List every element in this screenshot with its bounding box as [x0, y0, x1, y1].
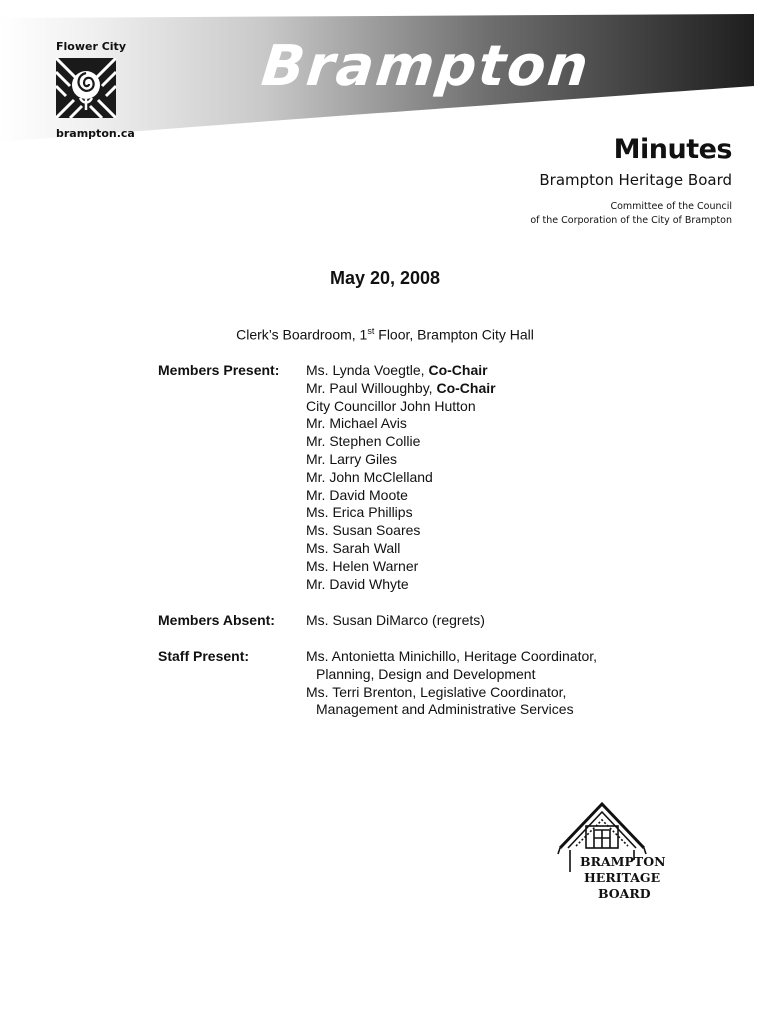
- committee-subtitle-line1: Committee of the Council: [610, 201, 732, 212]
- meeting-date: May 20, 2008: [329, 268, 441, 288]
- flower-logo-icon: [56, 58, 116, 118]
- member-name: City Councillor John Hutton: [306, 397, 476, 414]
- list-item: [306, 558, 496, 576]
- list-item: [306, 540, 496, 558]
- members-absent-label: Members Absent:: [158, 612, 275, 628]
- brand-wordmark: Brampton: [258, 34, 594, 99]
- logo-website: brampton.ca: [56, 127, 135, 140]
- list-item: Ms. Terri Brenton, Legislative Coordinator,: [306, 683, 567, 700]
- member-name: Mr. Paul Willoughby,: [306, 379, 437, 396]
- member-name: Mr. Larry Giles: [306, 450, 398, 467]
- member-name: Ms. Lynda Voegtle,: [306, 362, 429, 378]
- member-name: Mr. David Moote: [306, 486, 408, 503]
- member-name: Mr. David Whyte: [306, 575, 409, 592]
- list-item: Ms. Susan DiMarco (regrets): [306, 612, 485, 628]
- document-type: Minutes: [613, 134, 732, 165]
- list-item: [306, 451, 496, 469]
- list-item: [306, 415, 496, 433]
- list-item: [306, 576, 496, 594]
- members-absent-list: [306, 612, 485, 630]
- list-item: [306, 398, 496, 416]
- list-item: [306, 469, 496, 487]
- members-present-label: Members Present:: [158, 362, 280, 378]
- member-name: Ms. Erica Phillips: [306, 504, 413, 521]
- location-text-post: Floor, Brampton City Hall: [374, 326, 534, 343]
- logo-tagline: Flower City: [56, 40, 126, 53]
- list-item: Management and Administrative Services: [316, 701, 574, 718]
- seal-line3: BOARD: [598, 886, 651, 901]
- list-item: [306, 380, 496, 398]
- seal-line1: BRAMPTON: [580, 854, 666, 869]
- members-present-list: [306, 362, 496, 593]
- list-item: Ms. Antonietta Minichillo, Heritage Coordinator,: [306, 648, 598, 664]
- meeting-location: [0, 326, 770, 343]
- member-role: Co-Chair: [436, 379, 496, 396]
- location-superscript: st: [367, 326, 375, 336]
- list-item: [306, 522, 496, 540]
- list-item: Planning, Design and Development: [316, 665, 536, 682]
- member-name: Mr. John McClelland: [306, 468, 433, 485]
- member-name: Ms. Susan Soares: [306, 522, 421, 539]
- city-logo: [56, 40, 135, 140]
- member-name: Ms. Helen Warner: [306, 557, 419, 574]
- board-name: Brampton Heritage Board: [539, 171, 732, 189]
- committee-subtitle-line2: of the Corporation of the City of Brampton: [530, 215, 732, 226]
- member-name: Ms. Sarah Wall: [306, 539, 401, 556]
- seal-line2: HERITAGE: [584, 870, 661, 885]
- member-name: Mr. Stephen Collie: [306, 433, 421, 450]
- list-item: [306, 362, 496, 380]
- list-item: [306, 504, 496, 522]
- heritage-board-seal: [556, 800, 672, 904]
- title-block: [530, 134, 732, 226]
- list-item: [306, 433, 496, 451]
- location-text-pre: Clerk’s Boardroom, 1: [236, 326, 368, 343]
- list-item: [306, 487, 496, 505]
- staff-present-list: [306, 648, 597, 719]
- member-name: Mr. Michael Avis: [306, 415, 407, 432]
- staff-present-label: Staff Present:: [158, 648, 250, 664]
- member-role: Co-Chair: [428, 362, 488, 378]
